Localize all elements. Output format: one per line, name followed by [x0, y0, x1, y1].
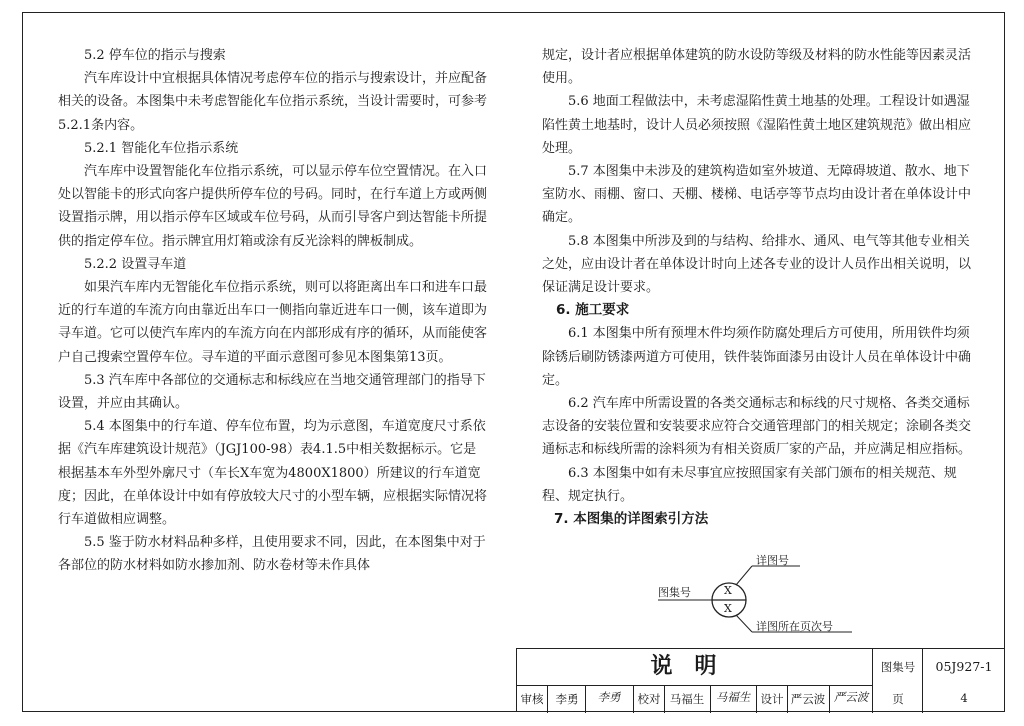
paragraph-5-3: 5.3 汽车库中各部位的交通标志和标线应在当地交通管理部门的指导下设置，并应由其确认。: [58, 372, 486, 412]
detail-index-diagram: [640, 556, 880, 646]
review-signature: 李勇: [597, 690, 621, 704]
left-column: [58, 44, 488, 578]
heading-7: 7. 本图集的详图索引方法: [554, 511, 709, 528]
paragraph-6-1: 6.1 本图集中所有预埋木件均须作防腐处理后方可使用，所用铁件均须除锈后刷防锈漆两道方可使用，铁件装饰面漆另由设计人员在单体设计中确定。: [542, 326, 972, 388]
paragraph-5-5-continued: 规定，设计者应根据单体建筑的防水设防等级及材料的防水性能等因素灵活使用。: [542, 48, 972, 87]
title-block-divider: [922, 685, 923, 713]
index-symbol-top: X: [724, 584, 732, 597]
paragraph-5-5: 5.5 鉴于防水材料品种多样，且使用要求不同，因此，在本图集中对于各部位的防水材料如防水掺加剂、防水卷材等未作具体: [58, 535, 486, 574]
label-page-number: 详图所在页次号: [756, 620, 833, 633]
title-block-divider: [872, 685, 873, 713]
index-symbol-bottom: X: [724, 602, 732, 615]
design-label: 设计: [760, 692, 784, 706]
page-value: 4: [960, 691, 968, 705]
title-block-divider: [922, 649, 923, 685]
paragraph-5-4: 5.4 本图集中的行车道、停车位布置，均为示意图，车道宽度尺寸系依据《汽车库建筑设计规范》（JGJ100-98）表4.1.5中相关数据标示。它是根据基本车外型外廓尺寸（车长X车宽为4800X1800）所建议的行车道宽度；因此，在单体设计中如有停放较大尺寸的小型车辆，应根据实际情况将行车道做相应调整。: [58, 419, 488, 528]
check-label: 校对: [637, 692, 661, 706]
heading-5-2-1: 5.2.1 智能化车位指示系统: [84, 140, 239, 156]
page-label: 页: [892, 692, 904, 706]
atlas-number-value: 05J927-1: [935, 659, 993, 674]
paragraph-5-2: 汽车库设计中宜根据具体情况考虑停车位的指示与搜索设计，并应配备相关的设备。本图集中未考虑智能化车位指示系统，当设计需要时，可参考5.2.1条内容。: [58, 71, 488, 133]
title-block-divider: [585, 685, 586, 713]
paragraph-5-2-1: 汽车库中设置智能化车位指示系统，可以显示停车位空置情况。在入口处以智能卡的形式向客户提供所停车位的号码。同时，在行车道上方或两侧设置指示牌，用以指示停车区域或车位号码，从而引导客户到达智能卡所提供的指定停车位。指示牌宜用灯箱或涂有反光涂料的牌板制成。: [58, 164, 488, 249]
paragraph-6-3: 6.3 本图集中如有未尽事宜应按照国家有关部门颁布的相关规范、规程、规定执行。: [542, 465, 957, 504]
paragraph-5-7: 5.7 本图集中未涉及的建筑构造如室外坡道、无障碍坡道、散水、地下室防水、雨棚、窗口、天棚、楼梯、电话亭等节点均由设计者在单体设计中确定。: [542, 164, 972, 226]
design-name: 严云波: [790, 692, 826, 706]
paragraph-5-6: 5.6 地面工程做法中，未考虑湿陷性黄土地基的处理。工程设计如遇湿陷性黄土地基时，设计人员必须按照《湿陷性黄土地区建筑规范》做出相应处理。: [542, 94, 972, 156]
paragraph-6-2: 6.2 汽车库中所需设置的各类交通标志和标线的尺寸规格、各类交通标志设备的安装位置和安装要求应符合交通管理部门的相关规定；涂刷各类交通标志和标线所需的涂料须为有相关资质厂家的产品，并应满足相应指标。: [542, 396, 972, 458]
label-atlas-number: 图集号: [658, 586, 691, 599]
drawing-title: 说明: [517, 649, 873, 686]
check-signature: 马福生: [715, 690, 751, 704]
heading-6: 6. 施工要求: [556, 302, 630, 319]
paragraph-5-2-2: 如果汽车库内无智能化车位指示系统，则可以将距离出车口和进车口最近的行车道的车流方向由靠近出车口一侧指向靠近进车口一侧，该车道即为寻车道。它可以使汽车库内的车流方向在内部形成有序的循环，从而能使客户自己搜索空置停车位。寻车道的平面示意图可参见本图集第13页。: [58, 280, 488, 365]
paragraph-5-8: 5.8 本图集中所涉及到的与结构、给排水、通风、电气等其他专业相关之处，应由设计者在单体设计时向上述各专业的设计人员作出相关说明，以保证满足设计要求。: [542, 233, 972, 296]
heading-5-2-2: 5.2.2 设置寻车道: [84, 256, 187, 272]
right-column: [542, 44, 974, 531]
title-block: [516, 648, 1005, 712]
check-name: 马福生: [669, 692, 705, 706]
review-label: 审核: [520, 692, 544, 706]
design-signature: 严云波: [833, 690, 869, 704]
review-name: 李勇: [555, 692, 579, 706]
heading-5-2: 5.2 停车位的指示与搜索: [84, 48, 226, 63]
title-block-divider: [547, 685, 548, 713]
atlas-number-label: 图集号: [880, 660, 916, 674]
label-detail-number: 详图号: [756, 554, 789, 567]
